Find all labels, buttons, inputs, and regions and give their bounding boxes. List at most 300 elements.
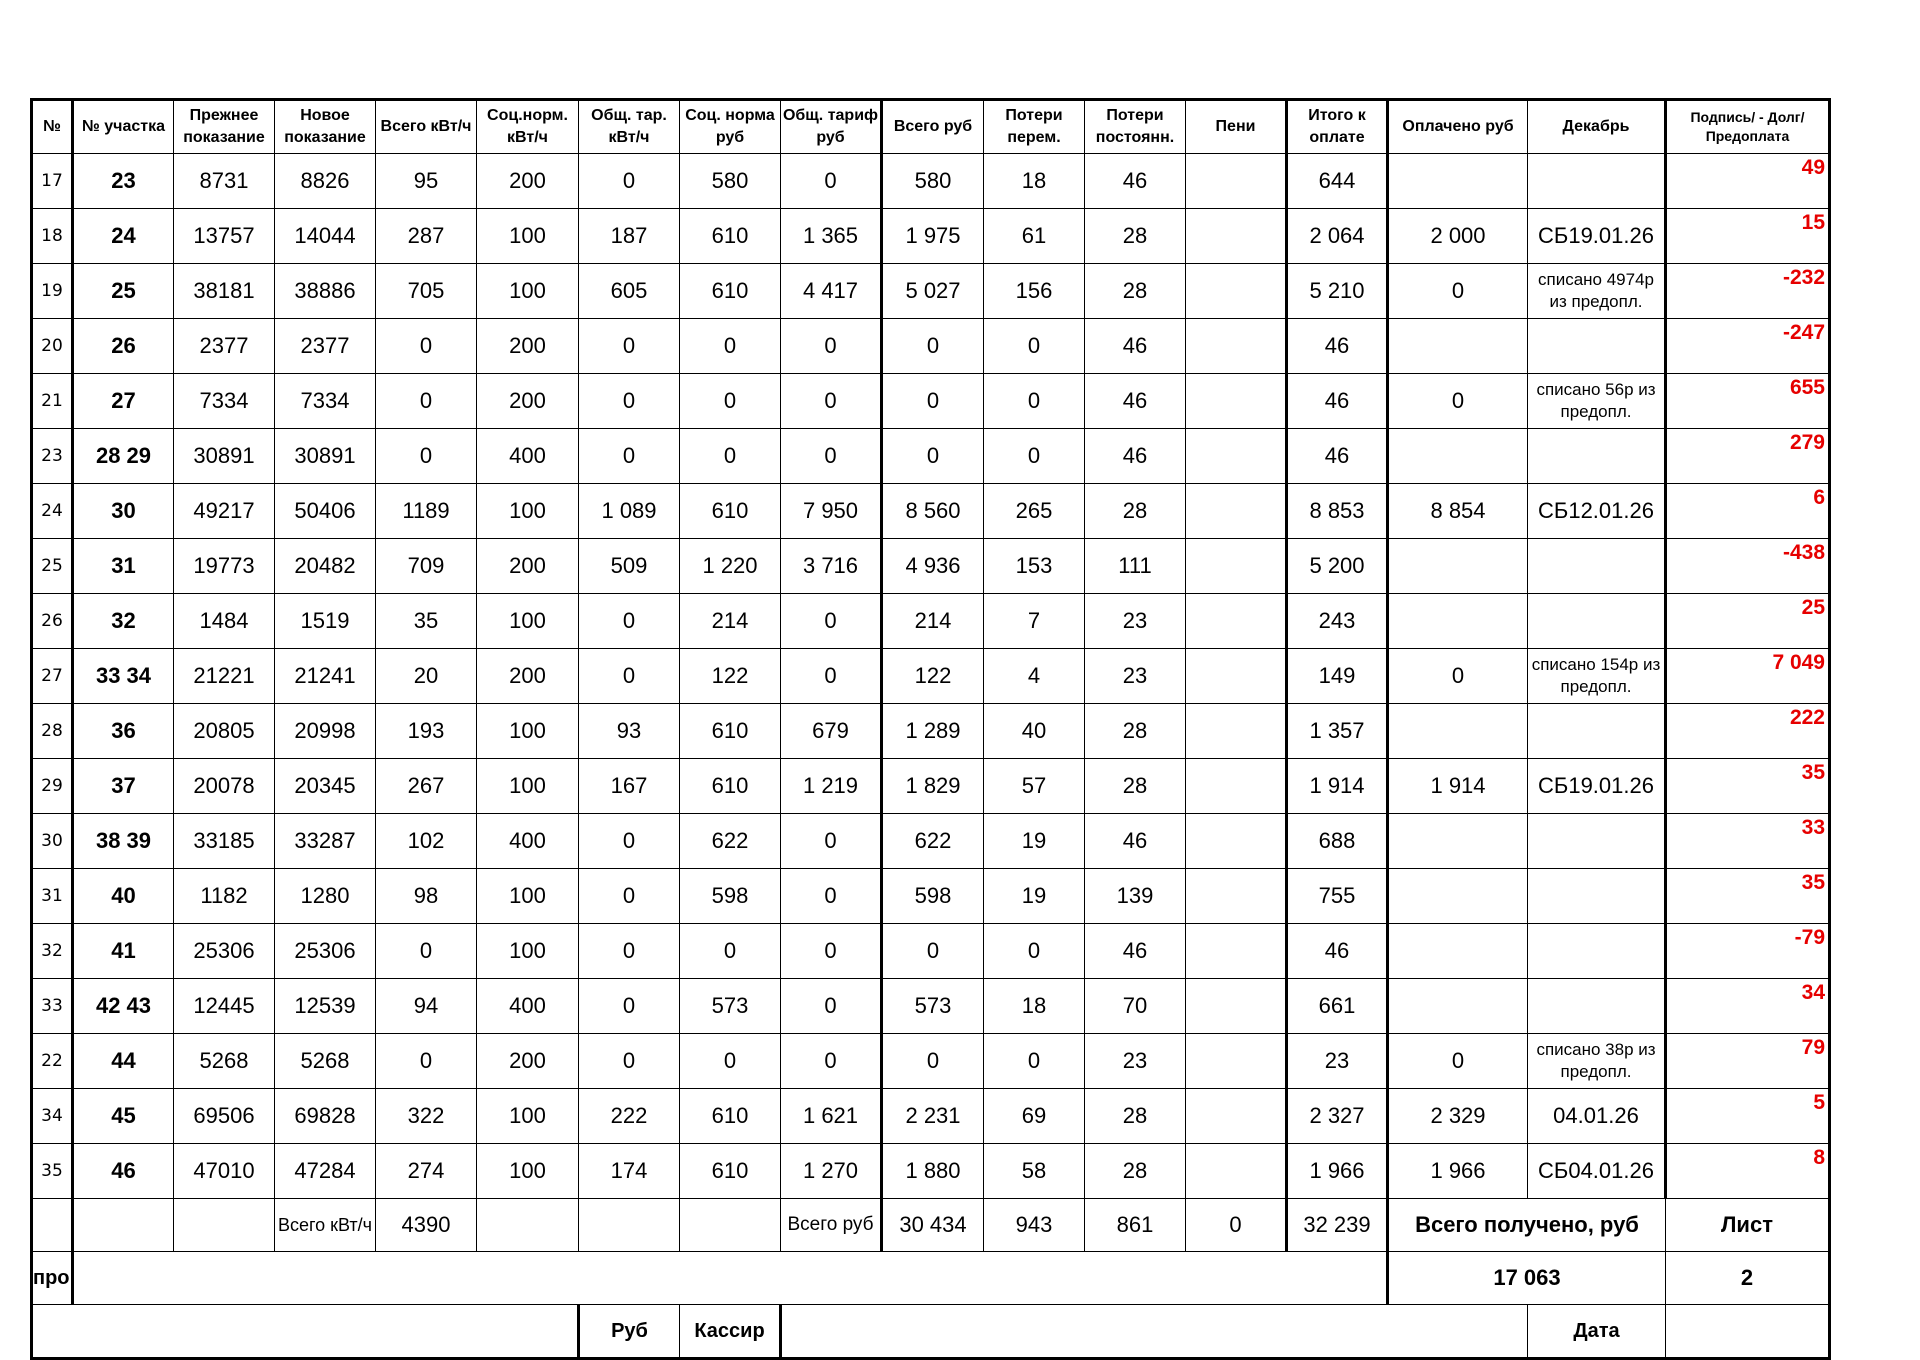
social-rub: 610 [680, 759, 781, 814]
balance: 6 [1666, 484, 1830, 539]
balance: -232 [1666, 264, 1830, 319]
general-kwh: 0 [579, 814, 680, 869]
cashier-signature-field [781, 1305, 1528, 1359]
new-reading: 20482 [275, 539, 376, 594]
table-row [32, 704, 1830, 759]
fine [1186, 814, 1287, 869]
total-due: 688 [1287, 814, 1388, 869]
total-due: 5 200 [1287, 539, 1388, 594]
balance: 35 [1666, 869, 1830, 924]
new-reading: 25306 [275, 924, 376, 979]
new-reading: 12539 [275, 979, 376, 1034]
social-rub: 610 [680, 209, 781, 264]
general-kwh: 0 [579, 319, 680, 374]
paid: 0 [1388, 1034, 1528, 1089]
general-rub: 0 [781, 154, 882, 209]
totals-due: 32 239 [1287, 1199, 1388, 1252]
table-row [32, 594, 1830, 649]
social-rub: 573 [680, 979, 781, 1034]
prev-reading: 69506 [174, 1089, 275, 1144]
totals-row [32, 1199, 1830, 1252]
fine [1186, 924, 1287, 979]
general-kwh: 222 [579, 1089, 680, 1144]
general-kwh: 187 [579, 209, 680, 264]
total-rub: 0 [882, 429, 984, 484]
general-rub: 0 [781, 429, 882, 484]
table-row [32, 924, 1830, 979]
social-kwh: 100 [477, 594, 579, 649]
social-kwh: 100 [477, 1144, 579, 1199]
total-kwh: 287 [376, 209, 477, 264]
total-kwh: 102 [376, 814, 477, 869]
total-rub: 122 [882, 649, 984, 704]
totals-total-rub: 30 434 [882, 1199, 984, 1252]
cashier-label: Кассир [680, 1305, 781, 1359]
december-note [1528, 924, 1666, 979]
paid [1388, 429, 1528, 484]
social-rub: 0 [680, 924, 781, 979]
header-total-kwh: Всего кВт/ч [376, 100, 477, 154]
new-reading: 5268 [275, 1034, 376, 1089]
header-fine: Пени [1186, 100, 1287, 154]
total-rub: 1 289 [882, 704, 984, 759]
general-kwh: 0 [579, 374, 680, 429]
table-row [32, 484, 1830, 539]
total-due: 46 [1287, 374, 1388, 429]
total-kwh: 20 [376, 649, 477, 704]
balance: 8 [1666, 1144, 1830, 1199]
header-loss-variable: Потери перем. [984, 100, 1085, 154]
plot-number: 28 29 [73, 429, 174, 484]
total-rub: 0 [882, 1034, 984, 1089]
paid: 0 [1388, 374, 1528, 429]
plot-number: 27 [73, 374, 174, 429]
paid: 1 914 [1388, 759, 1528, 814]
prev-reading: 20805 [174, 704, 275, 759]
total-kwh: 35 [376, 594, 477, 649]
totals-rub-label: Всего руб [781, 1199, 882, 1252]
fine [1186, 869, 1287, 924]
prev-reading: 1182 [174, 869, 275, 924]
loss-variable: 57 [984, 759, 1085, 814]
paid: 1 966 [1388, 1144, 1528, 1199]
balance: 5 [1666, 1089, 1830, 1144]
fine [1186, 264, 1287, 319]
total-kwh: 0 [376, 1034, 477, 1089]
social-kwh: 200 [477, 1034, 579, 1089]
header-plot: № участка [73, 100, 174, 154]
row-number: 29 [32, 759, 73, 814]
totals-loss-const: 861 [1085, 1199, 1186, 1252]
fine [1186, 374, 1287, 429]
table-row [32, 374, 1830, 429]
total-rub: 598 [882, 869, 984, 924]
table-row [32, 869, 1830, 924]
received-row [32, 1252, 1830, 1305]
loss-constant: 28 [1085, 209, 1186, 264]
new-reading: 33287 [275, 814, 376, 869]
december-note: списано 38р из предопл. [1528, 1034, 1666, 1089]
paid [1388, 814, 1528, 869]
table-body [32, 154, 1830, 1199]
total-kwh: 0 [376, 319, 477, 374]
loss-constant: 139 [1085, 869, 1186, 924]
fine [1186, 154, 1287, 209]
social-kwh: 100 [477, 1089, 579, 1144]
balance: 655 [1666, 374, 1830, 429]
new-reading: 7334 [275, 374, 376, 429]
general-kwh: 93 [579, 704, 680, 759]
december-note [1528, 539, 1666, 594]
december-note: 04.01.26 [1528, 1089, 1666, 1144]
balance: 7 049 [1666, 649, 1830, 704]
total-due: 46 [1287, 429, 1388, 484]
total-due: 755 [1287, 869, 1388, 924]
general-rub: 0 [781, 869, 882, 924]
electricity-ledger-table [30, 98, 1831, 1360]
paid: 2 329 [1388, 1089, 1528, 1144]
fine [1186, 1034, 1287, 1089]
header-new-reading: Новое показание [275, 100, 376, 154]
row-number: 24 [32, 484, 73, 539]
loss-constant: 28 [1085, 1089, 1186, 1144]
social-kwh: 200 [477, 539, 579, 594]
table-row [32, 429, 1830, 484]
total-kwh: 94 [376, 979, 477, 1034]
table-row [32, 264, 1830, 319]
prev-reading: 5268 [174, 1034, 275, 1089]
loss-variable: 19 [984, 814, 1085, 869]
prev-reading: 49217 [174, 484, 275, 539]
fine [1186, 1089, 1287, 1144]
social-rub: 122 [680, 649, 781, 704]
total-kwh: 0 [376, 924, 477, 979]
new-reading: 50406 [275, 484, 376, 539]
table-header [32, 100, 1830, 154]
signature-row [32, 1305, 1830, 1359]
balance: 79 [1666, 1034, 1830, 1089]
loss-variable: 0 [984, 1034, 1085, 1089]
prev-reading: 7334 [174, 374, 275, 429]
social-rub: 610 [680, 1089, 781, 1144]
balance: -79 [1666, 924, 1830, 979]
header-general-rub: Общ. тариф руб [781, 100, 882, 154]
fine [1186, 594, 1287, 649]
december-note [1528, 814, 1666, 869]
december-note [1528, 704, 1666, 759]
loss-variable: 58 [984, 1144, 1085, 1199]
prev-reading: 1484 [174, 594, 275, 649]
date-field [1666, 1305, 1830, 1359]
general-rub: 3 716 [781, 539, 882, 594]
fine [1186, 1144, 1287, 1199]
header-social-kwh: Соц.норм. кВт/ч [477, 100, 579, 154]
ledger-sheet [30, 98, 1831, 1360]
loss-constant: 23 [1085, 649, 1186, 704]
table-row [32, 649, 1830, 704]
totals-empty-cell [174, 1199, 275, 1252]
row-number: 28 [32, 704, 73, 759]
header-prev-reading: Прежнее показание [174, 100, 275, 154]
row-number: 23 [32, 429, 73, 484]
fine [1186, 649, 1287, 704]
plot-number: 44 [73, 1034, 174, 1089]
totals-empty-cell [477, 1199, 579, 1252]
general-kwh: 174 [579, 1144, 680, 1199]
plot-number: 46 [73, 1144, 174, 1199]
header-signature-balance: Подпись/ - Долг/Предоплата [1666, 100, 1830, 154]
december-note: списано 56р из предопл. [1528, 374, 1666, 429]
fine [1186, 704, 1287, 759]
total-rub: 622 [882, 814, 984, 869]
table-row [32, 209, 1830, 264]
paid [1388, 704, 1528, 759]
paid [1388, 924, 1528, 979]
social-rub: 0 [680, 374, 781, 429]
prev-reading: 47010 [174, 1144, 275, 1199]
social-rub: 610 [680, 704, 781, 759]
total-due: 1 966 [1287, 1144, 1388, 1199]
new-reading: 21241 [275, 649, 376, 704]
totals-kwh-label: Всего кВт/ч [275, 1199, 376, 1252]
general-rub: 1 621 [781, 1089, 882, 1144]
header-december: Декабрь [1528, 100, 1666, 154]
signature-empty-span [32, 1305, 579, 1359]
total-rub: 1 880 [882, 1144, 984, 1199]
general-rub: 0 [781, 979, 882, 1034]
new-reading: 20998 [275, 704, 376, 759]
plot-number: 25 [73, 264, 174, 319]
fine [1186, 209, 1287, 264]
row-number: 20 [32, 319, 73, 374]
total-due: 149 [1287, 649, 1388, 704]
row-number: 34 [32, 1089, 73, 1144]
general-kwh: 0 [579, 1034, 680, 1089]
total-kwh: 1189 [376, 484, 477, 539]
prev-reading: 8731 [174, 154, 275, 209]
social-rub: 0 [680, 1034, 781, 1089]
general-kwh: 167 [579, 759, 680, 814]
general-kwh: 509 [579, 539, 680, 594]
totals-empty-cell [680, 1199, 781, 1252]
total-rub: 1 829 [882, 759, 984, 814]
table-row [32, 1089, 1830, 1144]
loss-constant: 28 [1085, 264, 1186, 319]
social-kwh: 200 [477, 319, 579, 374]
prev-reading: 20078 [174, 759, 275, 814]
social-rub: 214 [680, 594, 781, 649]
paid [1388, 539, 1528, 594]
social-kwh: 200 [477, 374, 579, 429]
header-total-due: Итого к оплате [1287, 100, 1388, 154]
totals-fine: 0 [1186, 1199, 1287, 1252]
social-kwh: 400 [477, 979, 579, 1034]
cut-label: про [32, 1252, 73, 1305]
social-kwh: 400 [477, 814, 579, 869]
general-rub: 7 950 [781, 484, 882, 539]
plot-number: 23 [73, 154, 174, 209]
total-rub: 4 936 [882, 539, 984, 594]
balance: 222 [1666, 704, 1830, 759]
total-kwh: 274 [376, 1144, 477, 1199]
total-kwh: 98 [376, 869, 477, 924]
row-number: 22 [32, 1034, 73, 1089]
table-row [32, 319, 1830, 374]
loss-variable: 265 [984, 484, 1085, 539]
total-due: 46 [1287, 924, 1388, 979]
paid: 2 000 [1388, 209, 1528, 264]
paid [1388, 979, 1528, 1034]
prev-reading: 19773 [174, 539, 275, 594]
social-kwh: 200 [477, 154, 579, 209]
header-paid: Оплачено руб [1388, 100, 1528, 154]
balance: 279 [1666, 429, 1830, 484]
plot-number: 26 [73, 319, 174, 374]
general-kwh: 0 [579, 979, 680, 1034]
prev-reading: 30891 [174, 429, 275, 484]
fine [1186, 759, 1287, 814]
total-due: 5 210 [1287, 264, 1388, 319]
paid [1388, 869, 1528, 924]
totals-empty-cell [73, 1199, 174, 1252]
total-due: 1 914 [1287, 759, 1388, 814]
loss-variable: 18 [984, 979, 1085, 1034]
social-kwh: 100 [477, 209, 579, 264]
plot-number: 37 [73, 759, 174, 814]
social-rub: 610 [680, 484, 781, 539]
prev-reading: 21221 [174, 649, 275, 704]
prev-reading: 38181 [174, 264, 275, 319]
general-rub: 0 [781, 1034, 882, 1089]
table-row [32, 814, 1830, 869]
received-value: 17 063 [1388, 1252, 1666, 1305]
general-kwh: 0 [579, 924, 680, 979]
loss-constant: 46 [1085, 429, 1186, 484]
new-reading: 38886 [275, 264, 376, 319]
total-rub: 0 [882, 924, 984, 979]
loss-constant: 70 [1085, 979, 1186, 1034]
row-number: 32 [32, 924, 73, 979]
paid: 8 854 [1388, 484, 1528, 539]
loss-constant: 28 [1085, 484, 1186, 539]
total-kwh: 322 [376, 1089, 477, 1144]
loss-variable: 61 [984, 209, 1085, 264]
general-kwh: 1 089 [579, 484, 680, 539]
plot-number: 32 [73, 594, 174, 649]
paid [1388, 594, 1528, 649]
fine [1186, 429, 1287, 484]
totals-empty-cell [579, 1199, 680, 1252]
december-note: СБ19.01.26 [1528, 759, 1666, 814]
balance: -438 [1666, 539, 1830, 594]
plot-number: 38 39 [73, 814, 174, 869]
social-kwh: 200 [477, 649, 579, 704]
plot-number: 45 [73, 1089, 174, 1144]
loss-constant: 28 [1085, 1144, 1186, 1199]
social-rub: 1 220 [680, 539, 781, 594]
loss-constant: 28 [1085, 704, 1186, 759]
row-number: 17 [32, 154, 73, 209]
new-reading: 69828 [275, 1089, 376, 1144]
total-kwh: 705 [376, 264, 477, 319]
header-general-kwh: Общ. тар. кВт/ч [579, 100, 680, 154]
new-reading: 47284 [275, 1144, 376, 1199]
new-reading: 1280 [275, 869, 376, 924]
december-note [1528, 429, 1666, 484]
general-rub: 1 270 [781, 1144, 882, 1199]
prev-reading: 13757 [174, 209, 275, 264]
social-rub: 622 [680, 814, 781, 869]
social-kwh: 100 [477, 264, 579, 319]
total-rub: 2 231 [882, 1089, 984, 1144]
general-rub: 1 365 [781, 209, 882, 264]
loss-variable: 156 [984, 264, 1085, 319]
row-number: 25 [32, 539, 73, 594]
header-number: № [32, 100, 73, 154]
prev-reading: 2377 [174, 319, 275, 374]
new-reading: 2377 [275, 319, 376, 374]
paid: 0 [1388, 264, 1528, 319]
general-rub: 0 [781, 814, 882, 869]
social-rub: 580 [680, 154, 781, 209]
general-kwh: 0 [579, 649, 680, 704]
plot-number: 33 34 [73, 649, 174, 704]
loss-variable: 0 [984, 924, 1085, 979]
plot-number: 40 [73, 869, 174, 924]
total-kwh: 0 [376, 374, 477, 429]
loss-variable: 153 [984, 539, 1085, 594]
new-reading: 14044 [275, 209, 376, 264]
loss-constant: 46 [1085, 814, 1186, 869]
social-kwh: 100 [477, 869, 579, 924]
december-note [1528, 154, 1666, 209]
table-row [32, 154, 1830, 209]
rub-label: Руб [579, 1305, 680, 1359]
december-note [1528, 319, 1666, 374]
loss-constant: 46 [1085, 374, 1186, 429]
row-number: 21 [32, 374, 73, 429]
december-note [1528, 594, 1666, 649]
total-due: 46 [1287, 319, 1388, 374]
social-rub: 598 [680, 869, 781, 924]
total-due: 8 853 [1287, 484, 1388, 539]
header-loss-constant: Потери постоянн. [1085, 100, 1186, 154]
loss-variable: 4 [984, 649, 1085, 704]
loss-variable: 0 [984, 319, 1085, 374]
balance: 34 [1666, 979, 1830, 1034]
total-kwh: 709 [376, 539, 477, 594]
total-due: 2 064 [1287, 209, 1388, 264]
row-number: 33 [32, 979, 73, 1034]
total-due: 2 327 [1287, 1089, 1388, 1144]
sheet-number: 2 [1666, 1252, 1830, 1305]
general-rub: 1 219 [781, 759, 882, 814]
balance: 49 [1666, 154, 1830, 209]
total-due: 23 [1287, 1034, 1388, 1089]
row-number: 18 [32, 209, 73, 264]
general-rub: 0 [781, 924, 882, 979]
social-kwh: 100 [477, 484, 579, 539]
total-due: 644 [1287, 154, 1388, 209]
total-rub: 8 560 [882, 484, 984, 539]
general-kwh: 0 [579, 869, 680, 924]
total-rub: 0 [882, 319, 984, 374]
loss-constant: 111 [1085, 539, 1186, 594]
plot-number: 42 43 [73, 979, 174, 1034]
loss-constant: 46 [1085, 924, 1186, 979]
paid: 0 [1388, 649, 1528, 704]
prev-reading: 25306 [174, 924, 275, 979]
